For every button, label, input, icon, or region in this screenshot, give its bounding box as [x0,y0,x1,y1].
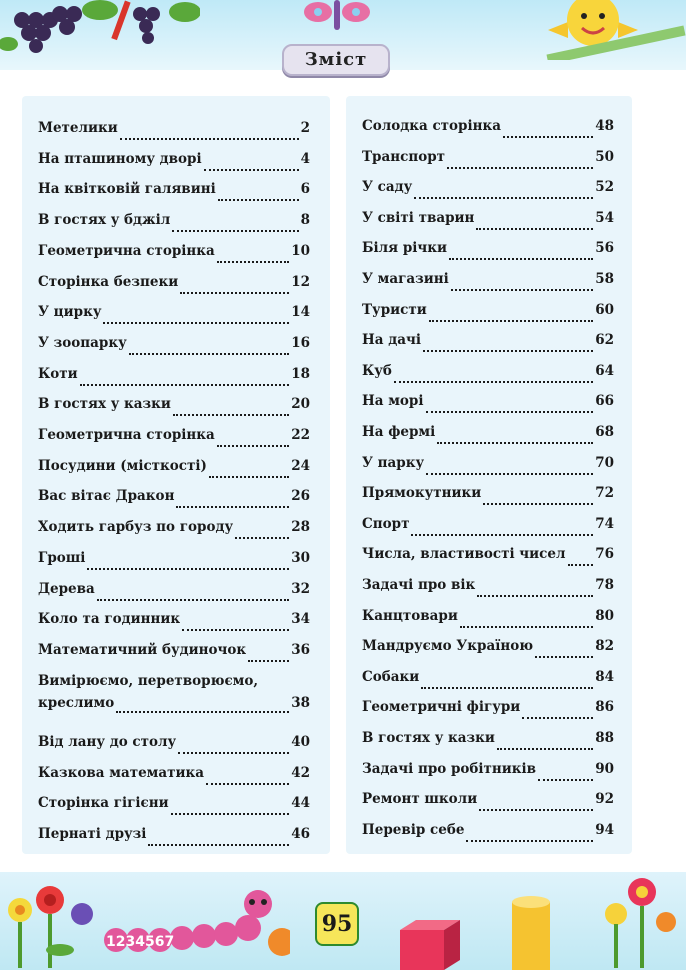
toc-entry-page: 94 [595,821,614,838]
toc-entry-page: 90 [595,760,614,777]
shapes-illustration [390,890,590,970]
dot-leader [171,801,290,815]
toc-entry [38,181,310,203]
toc-entry-page: 42 [291,764,310,781]
toc-entry-page: 78 [595,577,614,593]
toc-entry-page: 14 [291,304,310,321]
toc-entry-page: 54 [595,209,614,226]
toc-entry-page: 44 [291,795,310,812]
dot-leader [172,218,298,232]
toc-entry [38,335,310,357]
toc-entry-label: На дачі [362,332,421,349]
toc-entry-page: 50 [595,148,614,165]
dot-leader [116,699,289,713]
dot-leader [394,369,593,383]
toc-entry-page: 74 [595,515,614,532]
toc-entry [362,118,614,140]
page-number-badge: 95 [315,902,359,946]
toc-entry [38,274,310,296]
dot-leader [568,552,594,566]
toc-entry-page: 80 [595,607,614,624]
dot-leader [209,464,289,478]
toc-entry [38,581,310,603]
toc-entry [362,485,614,507]
toc-entry-label: Пернаті друзі [38,826,147,843]
toc-entry-page: 38 [291,694,310,711]
toc-entry-label: Куб [362,362,392,379]
dot-leader [248,648,289,662]
toc-entry [362,699,614,721]
toc-entry-page: 64 [595,362,614,379]
toc-entry-label: Геометрична сторінка [38,427,215,443]
toc-right-column [346,96,632,854]
dot-leader [217,249,289,263]
caterpillar-illustration [100,890,290,960]
toc-entry-page: 88 [595,730,614,746]
page-title: Зміст [282,44,390,76]
dot-leader [178,740,289,754]
toc-entry-label: Сторінка гігієни [38,795,169,812]
toc-entry [362,179,614,201]
dot-leader [235,525,289,539]
dot-leader [466,828,593,842]
toc-entry [362,393,614,415]
toc-entry [362,822,614,844]
toc-entry-page: 76 [595,546,614,563]
toc-entry [362,669,614,691]
toc-entry [362,240,614,262]
dot-leader [497,736,593,750]
butterfly-illustration [298,0,388,40]
toc-entry-page: 70 [595,454,614,471]
dot-leader [87,556,289,570]
toc-entry [38,120,310,142]
toc-entry-page: 72 [595,485,614,502]
toc-entry-label: На морі [362,393,424,410]
toc-entry [362,516,614,538]
dot-leader [447,155,593,169]
toc-entry-label: Гроші [38,549,86,566]
flowers-right-illustration [590,870,686,970]
toc-entry-page: 40 [291,734,310,750]
dot-leader [180,280,289,294]
toc-entry [362,546,614,568]
dot-leader [451,277,593,291]
toc-entry-label: У магазині [362,271,449,287]
toc-entry-label: Геометричні фігури [362,699,521,716]
sun-illustration [528,0,686,60]
toc-entry-label: Прямокутники [362,485,482,502]
dot-leader [483,491,593,505]
toc-entry [38,795,310,817]
dot-leader [120,126,299,140]
caterpillar-numbers: 1234567 [106,934,175,950]
toc-entry-page: 2 [300,120,310,136]
dot-leader [80,372,290,386]
toc-entry-label: Задачі про вік [362,577,476,593]
toc-entry [38,611,310,633]
toc-entry-label: Туристи [362,301,427,318]
toc-entry [38,304,310,326]
toc-entry-page: 26 [291,488,310,505]
toc-entry-label: Канцтовари [362,607,458,624]
toc-entry-label: Вас вітає Дракон [38,488,175,505]
toc-entry-page: 12 [291,273,310,290]
toc-entry [362,149,614,171]
toc-entry-label: Спорт [362,515,410,532]
toc-entry [38,673,310,717]
toc-entry-label: Ремонт школи [362,791,478,808]
toc-entry-page: 36 [291,641,310,658]
toc-entry [38,243,310,265]
dot-leader [421,675,593,689]
toc-entry [38,826,310,848]
toc-entry [362,761,614,783]
toc-entry-label: У цирку [38,304,102,321]
toc-entry [38,458,310,480]
dot-leader [479,797,593,811]
toc-entry-label: Казкова математика [38,764,205,781]
toc-entry [362,638,614,660]
toc-entry [362,332,614,354]
dot-leader [182,617,289,631]
dot-leader [535,644,593,658]
toc-entry [38,734,310,756]
toc-entry-label: Коти [38,365,78,382]
dot-leader [426,461,593,475]
toc-entry-label: У зоопарку [38,334,127,351]
toc-entry-page: 32 [291,580,310,597]
dot-leader [218,187,299,201]
toc-entry-label: Посудини (місткості) [38,457,207,474]
toc-left-column [22,96,330,854]
toc-entry [38,519,310,541]
toc-entry-page: 68 [595,424,614,440]
toc-entry-label: Транспорт [362,148,446,165]
toc-entry [362,424,614,446]
dot-leader [449,246,593,260]
toc-entry [362,210,614,232]
dot-leader [477,583,593,597]
toc-entry-label: Ходить гарбуз по городу [38,519,234,536]
dot-leader [206,771,289,785]
toc-entry-page: 56 [595,240,614,257]
dot-leader [173,402,289,416]
dot-leader [538,767,593,781]
toc-entry-label: Перевір себе [362,821,465,838]
toc-entry [38,765,310,787]
toc-entry [362,271,614,293]
dot-leader [503,124,593,138]
toc-entry-page: 84 [595,668,614,685]
toc-entry-page: 4 [300,150,310,167]
toc-entry [38,642,310,664]
toc-entry-page: 10 [291,242,310,259]
toc-entry-page: 30 [291,549,310,566]
dot-leader [176,494,289,508]
toc-entry [38,488,310,510]
toc-entry-page: 60 [595,301,614,318]
toc-entry-page: 66 [595,393,614,410]
toc-entry [362,791,614,813]
dot-leader [437,430,593,444]
toc-entry-label: На пташиному дворі [38,150,202,167]
toc-entry-label: Собаки [362,668,420,685]
dot-leader [414,185,593,199]
toc-entry-label: Дерева [38,580,95,597]
dot-leader [217,433,289,447]
toc-entry [38,396,310,418]
toc-entry [362,455,614,477]
dot-leader [103,310,289,324]
toc-entry-page: 28 [291,519,310,536]
toc-entry-label: На фермі [362,424,436,440]
toc-entry-label: Сторінка безпеки [38,273,179,290]
toc-entry-label: На квітковій галявині [38,181,216,198]
toc-entry-page: 24 [291,457,310,474]
toc-entry-label: Числа, властивості чисел [362,546,566,563]
toc-entry-label: В гостях у бджіл [38,212,171,229]
toc-entry-page: 18 [291,365,310,382]
toc-entry [362,363,614,385]
dot-leader [423,338,593,352]
toc-entry [362,730,614,752]
toc-entry-label: Біля річки [362,240,448,257]
toc-entry-page: 48 [595,118,614,134]
toc-entry-page: 46 [291,826,310,843]
dot-leader [476,216,593,230]
toc-entry-page: 62 [595,332,614,349]
toc-entry-page: 52 [595,179,614,196]
toc-entry-label: В гостях у казки [38,396,171,413]
toc-entry-page: 86 [595,699,614,716]
toc-entry-page: 34 [291,611,310,628]
toc-entry [362,302,614,324]
toc-entry-label: Мандруємо Україною [362,638,534,655]
toc-entry-page: 16 [291,334,310,351]
toc-entry-page: 6 [300,181,310,198]
toc-entry-label: Математичний будиночок [38,641,247,658]
toc-entry-page: 8 [300,212,310,229]
toc-entry-label: Геометрична сторінка [38,242,215,259]
toc-entry-page: 92 [595,791,614,808]
toc-entry-label: Задачі про робітників [362,760,537,777]
dot-leader [426,399,594,413]
toc-entry-label: У світі тварин [362,209,475,226]
toc-entry-label: В гостях у казки [362,730,495,746]
toc-entry [38,212,310,234]
toc-entry [362,608,614,630]
dot-leader [148,832,289,846]
dot-leader [97,587,289,601]
dot-leader [204,157,299,171]
toc-entry-page: 20 [291,396,310,413]
dot-leader [429,308,593,322]
toc-entry-page: 82 [595,638,614,655]
toc-entry-label: Вимірюємо, перетворюємо, [38,672,259,689]
toc-entry [38,427,310,449]
toc-entry-label: Коло та годинник [38,611,181,628]
toc-entry-label: Від лану до столу [38,734,177,750]
dot-leader [460,614,593,628]
toc-entry [38,151,310,173]
dot-leader [411,522,593,536]
toc-entry-label: У парку [362,454,425,471]
dot-leader [522,705,593,719]
toc-entry-page: 58 [595,271,614,287]
toc-entry-label: Солодка сторінка [362,118,502,134]
toc-entry [362,577,614,599]
dot-leader [129,341,289,355]
toc-entry-label: У саду [362,179,413,196]
flowers-illustration [0,870,100,970]
toc-entry-page: 22 [291,427,310,443]
toc-entry [38,366,310,388]
grapes-illustration [0,0,200,60]
toc-entry-label: Метелики [38,120,118,136]
toc-entry-label-continued: креслимо [38,694,115,711]
toc-entry [38,550,310,572]
